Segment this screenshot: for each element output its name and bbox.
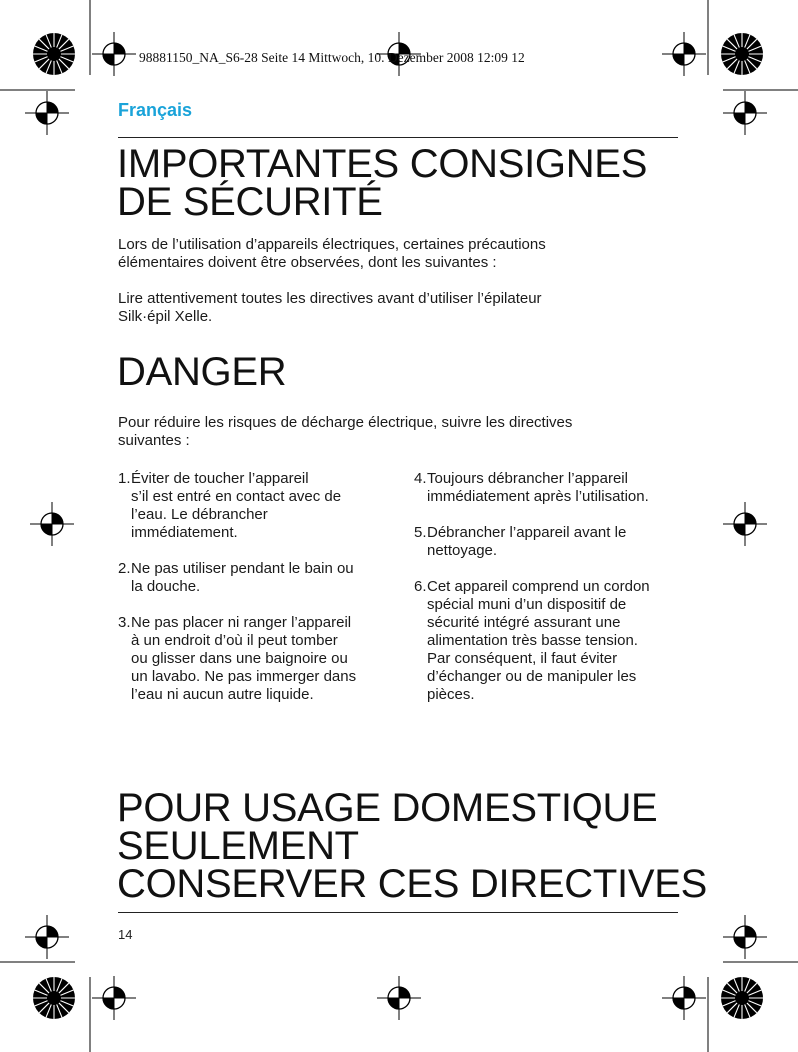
text-line: Cet appareil comprend un cordon <box>427 578 650 595</box>
item-number: 5. <box>414 524 427 541</box>
item-number: 3. <box>118 614 131 631</box>
registration-mark <box>723 915 767 959</box>
item-number: 4. <box>414 470 427 487</box>
starburst-mark <box>721 977 763 1019</box>
text-line: sécurité intégré assurant une <box>427 614 621 631</box>
print-slug: 98881150_NA_S6-28 Seite 14 Mittwoch, 10. Dezember 2008 12:09 12 <box>139 50 525 65</box>
text-line: Par conséquent, il faut éviter <box>427 650 618 667</box>
starburst-mark <box>721 33 763 75</box>
registration-mark <box>662 32 706 76</box>
text-line: alimentation très basse tension. <box>427 632 638 649</box>
text-line: Ne pas utiliser pendant le bain ou <box>131 560 354 577</box>
list-item <box>118 560 388 596</box>
text-line: la douche. <box>131 578 201 595</box>
heading-domestic-line: POUR USAGE DOMESTIQUE <box>117 786 658 830</box>
registration-mark <box>25 915 69 959</box>
heading-safety <box>117 142 648 224</box>
heading-safety-line: IMPORTANTES CONSIGNES <box>117 142 648 186</box>
list-item <box>118 614 388 704</box>
list-item <box>414 470 689 506</box>
registration-mark <box>92 976 136 1020</box>
text-line: nettoyage. <box>427 542 498 559</box>
text-line: Toujours débrancher l’appareil <box>427 470 628 487</box>
registration-mark <box>377 976 421 1020</box>
text-line: Silk·épil Xelle. <box>118 308 213 325</box>
bottom-rule <box>118 912 678 913</box>
page-number: 14 <box>118 927 133 942</box>
text-line: l’eau ni aucun autre liquide. <box>131 686 314 703</box>
text-line: spécial muni d’un dispositif de <box>427 596 627 613</box>
item-number: 2. <box>118 560 131 577</box>
text-line: à un endroit d’où il peut tomber <box>131 632 338 649</box>
list-item <box>118 470 388 542</box>
heading-domestic-use <box>117 786 707 906</box>
starburst-mark <box>33 977 75 1019</box>
danger-list-left <box>118 470 388 722</box>
read-instructions-paragraph <box>118 290 638 326</box>
language-label: Français <box>118 100 193 120</box>
text-line: immédiatement. <box>131 524 238 541</box>
registration-mark <box>25 91 69 135</box>
text-line: s’il est entré en contact avec de <box>131 488 342 505</box>
text-line: un lavabo. Ne pas immerger dans <box>131 668 357 685</box>
text-line: immédiatement après l’utilisation. <box>427 488 649 505</box>
text-line: pièces. <box>427 686 475 703</box>
item-number: 1. <box>118 470 131 487</box>
heading-safety-line: DE SÉCURITÉ <box>117 180 383 224</box>
text-line: ou glisser dans une baignoire ou <box>131 650 348 667</box>
text-line: Lire attentivement toutes les directives avant d’utiliser l’épilateur <box>118 290 542 307</box>
heading-domestic-line: SEULEMENT <box>117 824 359 868</box>
text-line: d’échanger ou de manipuler les <box>427 668 637 685</box>
item-number: 6. <box>414 578 427 595</box>
text-line: Pour réduire les risques de décharge électrique, suivre les directives <box>118 414 573 431</box>
text-line: Lors de l’utilisation d’appareils électriques, certaines précautions <box>118 236 546 253</box>
registration-mark <box>30 502 74 546</box>
heading-danger: DANGER <box>117 350 287 394</box>
starburst-mark <box>33 33 75 75</box>
text-line: Éviter de toucher l’appareil <box>131 470 309 487</box>
registration-mark <box>723 502 767 546</box>
registration-mark <box>723 91 767 135</box>
top-rule <box>118 137 678 138</box>
list-item <box>414 578 689 704</box>
heading-domestic-line: CONSERVER CES DIRECTIVES <box>117 862 707 906</box>
danger-list-right <box>414 470 689 722</box>
registration-mark <box>92 32 136 76</box>
danger-intro-paragraph <box>118 414 638 450</box>
text-line: suivantes : <box>118 432 190 449</box>
list-item <box>414 524 689 560</box>
intro-paragraph <box>118 236 638 272</box>
text-line: élémentaires doivent être observées, dont les suivantes : <box>118 254 497 271</box>
text-line: Ne pas placer ni ranger l’appareil <box>131 614 352 631</box>
registration-mark <box>662 976 706 1020</box>
text-line: Débrancher l’appareil avant le <box>427 524 627 541</box>
text-line: l’eau. Le débrancher <box>131 506 268 523</box>
